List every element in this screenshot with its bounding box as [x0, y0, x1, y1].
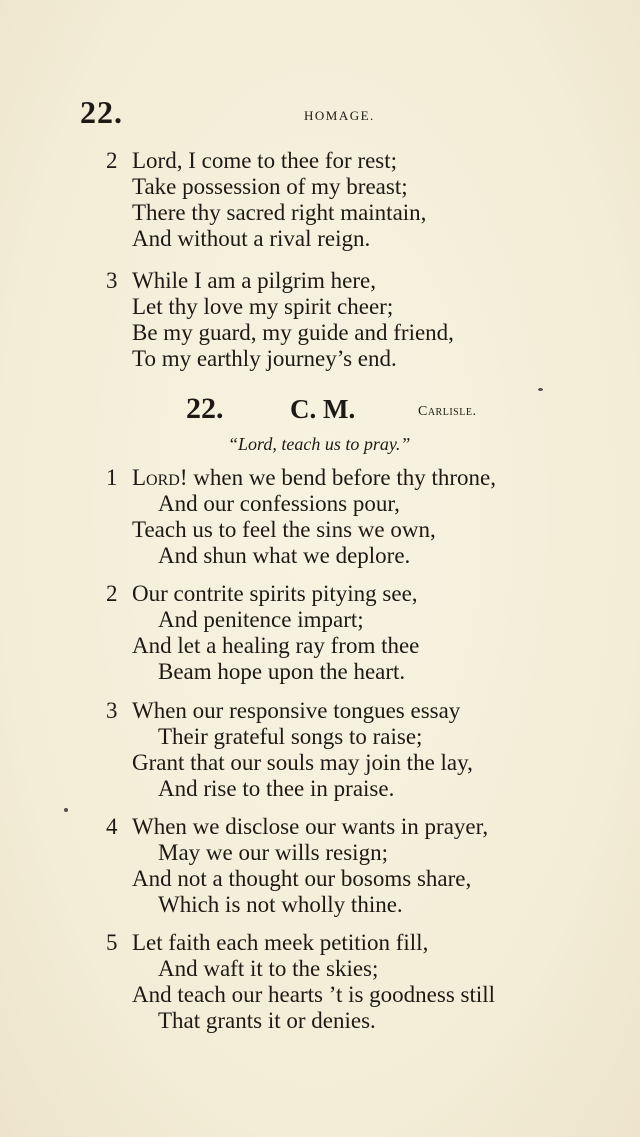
stanza-line: And without a rival reign.: [132, 226, 371, 251]
stanza-line: Grant that our souls may join the lay,: [132, 750, 473, 775]
stanza-line: 2 Our contrite spirits pitying see,: [106, 581, 418, 606]
stanza-line: And shun what we deplore.: [158, 543, 411, 568]
first-word: Lord: [132, 465, 180, 490]
hymn-heading: [0, 392, 640, 432]
stanza-top-2: [0, 148, 640, 252]
stanza-line: Beam hope upon the heart.: [158, 659, 406, 684]
stanza-number: 3: [106, 698, 118, 723]
stanza-line: 3 While I am a pilgrim here,: [106, 268, 376, 293]
stanza-number: 1: [106, 465, 118, 490]
stanza-line: That grants it or denies.: [158, 1008, 376, 1033]
stanza-line: May we our wills resign;: [158, 840, 388, 865]
stanza-line: And our confessions pour,: [158, 491, 400, 516]
stanza-line: To my earthly journey’s end.: [132, 346, 397, 371]
stanza-line: Which is not wholly thine.: [158, 892, 403, 917]
ink-speck: [64, 808, 68, 812]
stanza-line: And waft it to the skies;: [158, 956, 379, 981]
stanza-3: [0, 698, 640, 802]
stanza-line: Take possession of my breast;: [132, 174, 408, 199]
stanza-line: And let a healing ray from thee: [132, 633, 420, 658]
stanza-number: 3: [106, 268, 118, 293]
hymn-tune: Carlisle.: [418, 404, 477, 419]
stanza-2: [0, 581, 640, 685]
stanza-number: 5: [106, 930, 118, 955]
stanza-number: 2: [106, 581, 118, 606]
hymn-number: 22.: [186, 392, 224, 425]
stanza-line: Teach us to feel the sins we own,: [132, 517, 436, 542]
hymn-meter: C. M.: [290, 394, 356, 424]
stanza-line: 2 Lord, I come to thee for rest;: [106, 148, 398, 173]
stanza-1: [0, 465, 640, 569]
stanza-number: 2: [106, 148, 118, 173]
stanza-line: 4 When we disclose our wants in prayer,: [106, 814, 489, 839]
stanza-line: And penitence impart;: [158, 607, 364, 632]
stanza-line: Their grateful songs to raise;: [158, 724, 423, 749]
stanza-line: 5 Let faith each meek petition fill,: [106, 930, 429, 955]
ink-speck: [538, 388, 543, 391]
stanza-line: 1 Lord! when we bend before thy throne,: [106, 465, 496, 490]
hymn-epigraph: “Lord, teach us to pray.”: [228, 434, 411, 454]
stanza-line: 3 When our responsive tongues essay: [106, 698, 461, 723]
stanza-line: And rise to thee in praise.: [158, 776, 395, 801]
stanza-line: Be my guard, my guide and friend,: [132, 320, 454, 345]
stanza-line: And not a thought our bosoms share,: [132, 866, 472, 891]
stanza-line: There thy sacred right maintain,: [132, 200, 427, 225]
stanza-4: [0, 814, 640, 918]
stanza-5: [0, 930, 640, 1034]
stanza-top-3: [0, 268, 640, 372]
page-number: 22.: [80, 94, 123, 130]
running-title: HOMAGE.: [304, 108, 375, 123]
stanza-line: Let thy love my spirit cheer;: [132, 294, 394, 319]
stanza-number: 4: [106, 814, 118, 839]
stanza-line: And teach our hearts ’t is goodness still: [132, 982, 496, 1007]
